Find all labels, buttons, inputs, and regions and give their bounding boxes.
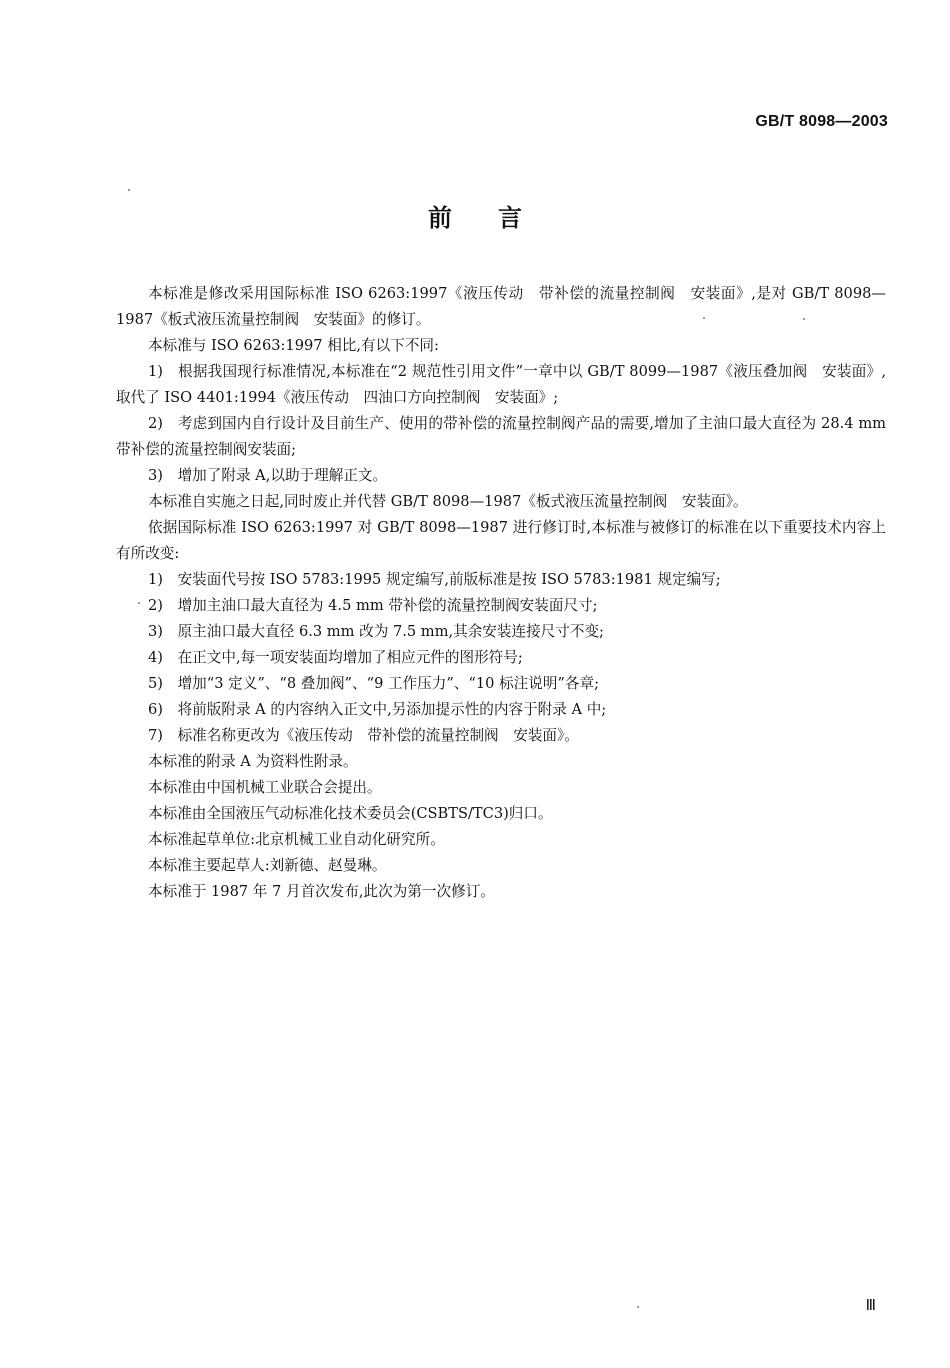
- paragraph-replacement: 本标准自实施之日起,同时废止并代替 GB/T 8098—1987《板式液压流量控制阀 安装面》。: [148, 493, 748, 510]
- scan-speck: [703, 317, 705, 319]
- list-item: 2) 考虑到国内自行设计及目前生产、使用的带补偿的流量控制阀产品的需要,增加了主油口最大直径为 28.4 mm 带补偿的流量控制阀安装面;: [116, 415, 886, 458]
- page-number: Ⅲ: [865, 1298, 876, 1314]
- list-item: 3) 增加了附录 A,以助于理解正文。: [148, 467, 388, 484]
- list-item: 1) 安装面代号按 ISO 5783:1995 规定编写,前版标准是按 ISO 5783:1981 规定编写;: [148, 571, 721, 588]
- list-item: 4) 在正文中,每一项安装面均增加了相应元件的图形符号;: [148, 649, 523, 666]
- paragraph-drafting-unit: 本标准起草单位:北京机械工业自动化研究所。: [148, 831, 445, 848]
- paragraph-changes-lead: 依据国际标准 ISO 6263:1997 对 GB/T 8098—1987 进行修订时,本标准与被修订的标准在以下重要技术内容上有所改变:: [116, 519, 886, 562]
- list-item: 3) 原主油口最大直径 6.3 mm 改为 7.5 mm,其余安装连接尺寸不变;: [148, 623, 604, 640]
- list-item: 1) 根据我国现行标准情况,本标准在“2 规范性引用文件”一章中以 GB/T 8099—1987《液压叠加阀 安装面》,取代了 ISO 4401:1994《液压传动 四油口方向控制阀 安装面》;: [116, 363, 886, 406]
- paragraph-drafters: 本标准主要起草人:刘新德、赵曼琳。: [148, 857, 387, 874]
- scan-speck: [128, 189, 130, 191]
- list-item: 7) 标准名称更改为《液压传动 带补偿的流量控制阀 安装面》。: [148, 727, 579, 744]
- page-title: 前言: [428, 204, 568, 232]
- list-item: 6) 将前版附录 A 的内容纳入正文中,另添加提示性的内容于附录 A 中;: [148, 701, 607, 718]
- paragraph-intro: 本标准是修改采用国际标准 ISO 6263:1997《液压传动 带补偿的流量控制阀 安装面》,是对 GB/T 8098—1987《板式液压流量控制阀 安装面》的修订。: [116, 285, 886, 328]
- paragraph-history: 本标准于 1987 年 7 月首次发布,此次为第一次修订。: [148, 883, 495, 900]
- standard-code: GB/T 8098—2003: [755, 113, 888, 130]
- scan-speck: [138, 602, 140, 604]
- scan-speck: [637, 1306, 639, 1308]
- paragraph-committee: 本标准由全国液压气动标准化技术委员会(CSBTS/TC3)归口。: [148, 805, 553, 822]
- list-item: 2) 增加主油口最大直径为 4.5 mm 带补偿的流量控制阀安装面尺寸;: [148, 597, 598, 614]
- scan-speck: [803, 318, 805, 320]
- paragraph-proposer: 本标准由中国机械工业联合会提出。: [148, 779, 382, 796]
- list-item: 5) 增加“3 定义”、“8 叠加阀”、“9 工作压力”、“10 标注说明”各章;: [148, 675, 600, 692]
- foreword-body: [116, 281, 886, 905]
- paragraph-differences-lead: 本标准与 ISO 6263:1997 相比,有以下不同:: [148, 337, 439, 354]
- paragraph-appendix: 本标准的附录 A 为资料性附录。: [148, 753, 358, 770]
